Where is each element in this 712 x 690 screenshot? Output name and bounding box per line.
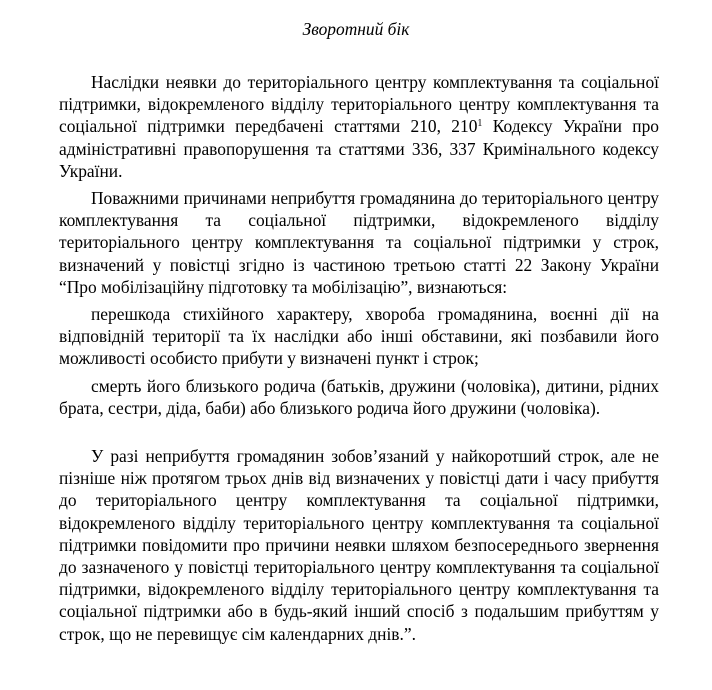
paragraph-valid-reasons: Поважними причинами неприбуття громадянина до територіального центру комплектування та соціальної підтримки, відокремленого відділу територіального центру комплектування та соціальної підтримки у строк, визначений у повістці згідно із частиною третьою статті 22 Закону України “Про мобілізаційну підготовку та мобілізацію”, визнаються: (59, 188, 659, 297)
superscript-marker: 1 (477, 118, 483, 130)
paragraph-reason-force-majeure: перешкода стихійного характеру, хвороба громадянина, воєнні дії на відповідній території та їх наслідки або інші обставини, які позбавили його можливості особисто прибути у визначені пункт і строк; (59, 304, 659, 369)
paragraph-reason-relative-death: смерть його близького родича (батьків, дружини (чоловіка), дитини, рідних брата, сестри, діда, баби) або близького родича його дружини (чоловіка). (59, 376, 659, 419)
paragraph-notification-duty: У разі неприбуття громадянин зобов’язаний у найкоротший строк, але не пізніше ніж протягом трьох днів від визначених у повістці дати і часу прибуття до територіального центру комплектування та соціальної підтримки, відокремленого відділу територіального центру комплектування та соціальної підтримки повідомити про причини неявки шляхом безпосереднього звернення до зазначеного у повістці територіального центру комплектування та соціальної підтримки, відокремленого відділу територіального центру комплектування та соціальної підтримки або в будь-який інший спосіб з подальшим прибуттям у строк, що не перевищує сім календарних днів.”. (59, 446, 659, 644)
paragraph-text: Наслідки неявки до територіального центру комплектування та соціальної підтримки, відокремленого відділу територіального центру комплектування та соціальної підтримки передбачені статтями 210, 210 (59, 72, 659, 137)
paragraph-text: Кодексу України про адміністративні правопорушення та статтями 336, 337 Кримінального кодексу України. (59, 116, 659, 181)
page-heading: Зворотний бік (302, 19, 410, 39)
paragraph-consequences (59, 71, 659, 182)
